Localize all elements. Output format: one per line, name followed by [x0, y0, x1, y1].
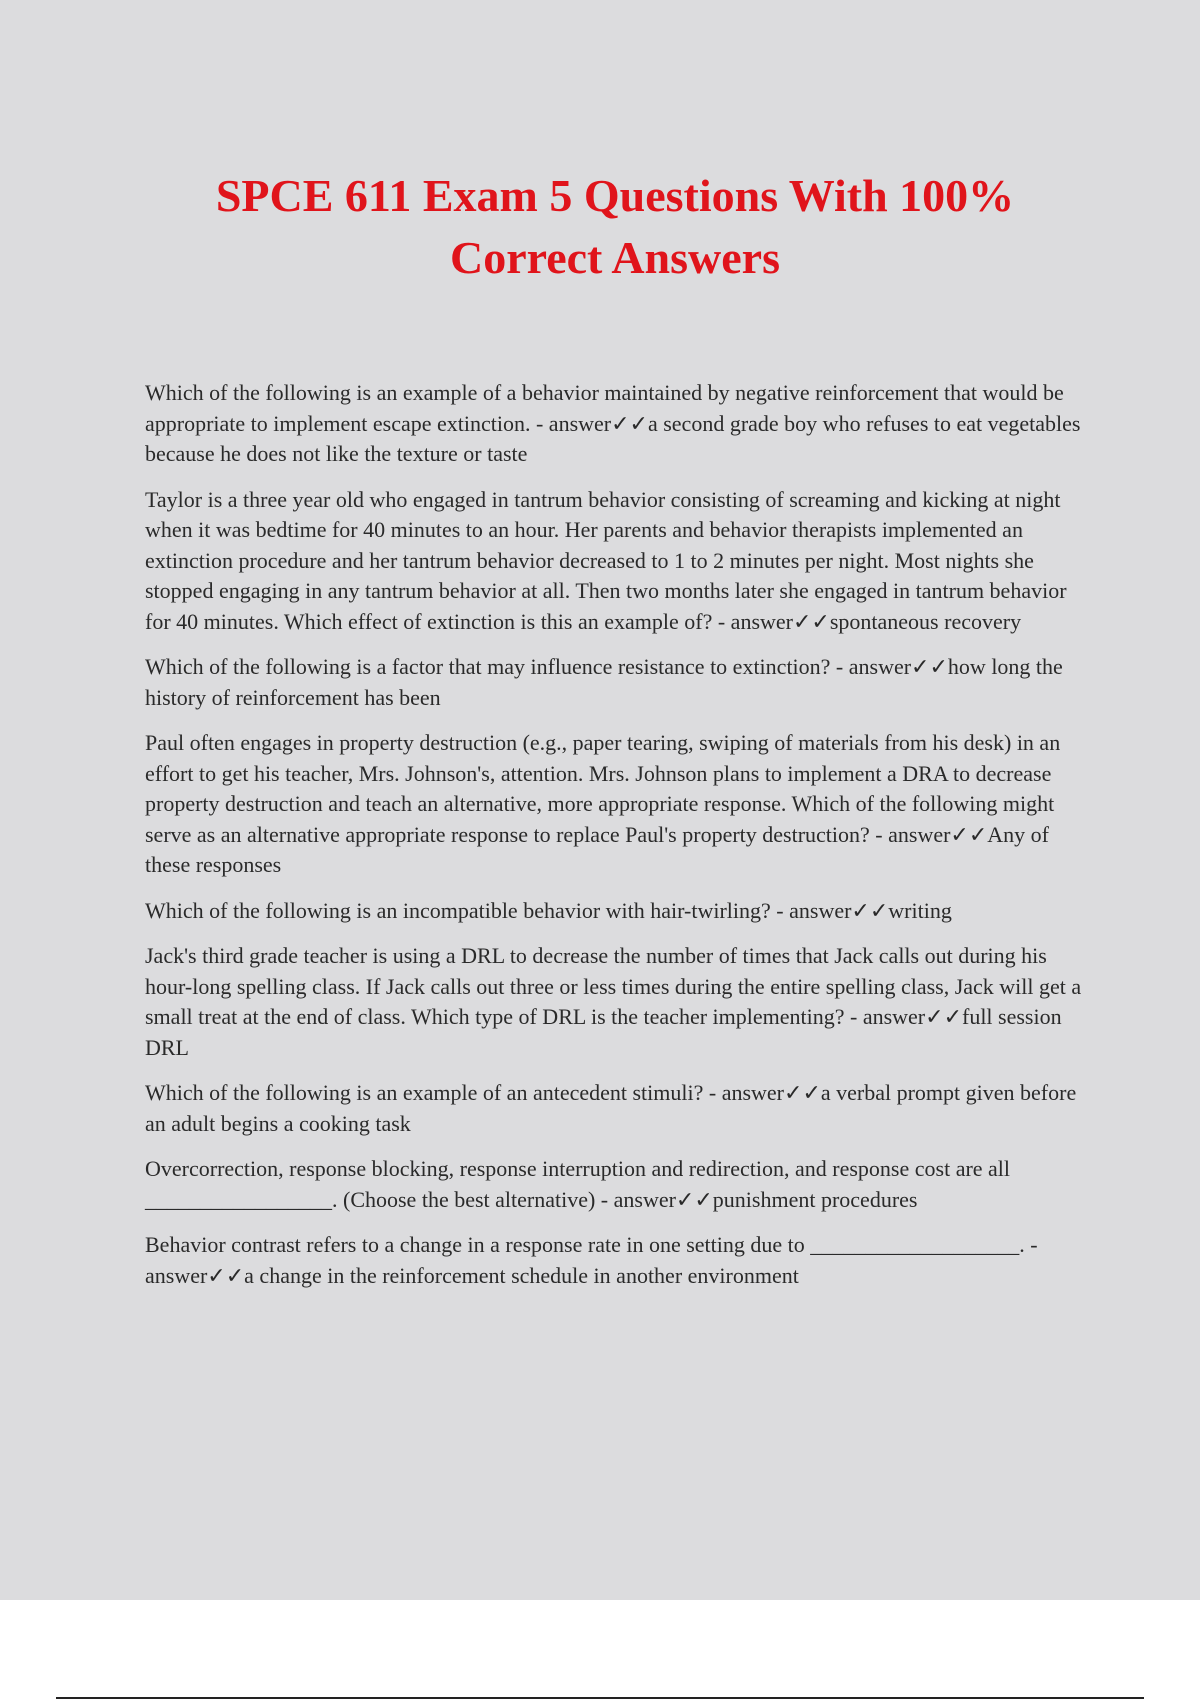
qa-item: Behavior contrast refers to a change in a response rate in one setting due to ___________________. - answer✓✓a change in the reinforcement schedule in another environment: [145, 1232, 1038, 1288]
document-title: [0, 165, 1200, 289]
qa-item: Which of the following is an incompatible behavior with hair-twirling? - answer✓✓writing: [145, 897, 952, 923]
title-line-2: Correct Answers: [450, 232, 780, 283]
qa-list: [145, 378, 1095, 1306]
qa-item: Which of the following is an example of a behavior maintained by negative reinforcement that would be appropriate to implement escape extinction. - answer✓✓a second grade boy who refuses to eat vegetables because he does not like the texture or taste: [145, 380, 1081, 466]
qa-item: Overcorrection, response blocking, response interruption and redirection, and response cost are all _________________. (Choose the best alternative) - answer✓✓punishment procedures: [145, 1156, 1011, 1212]
page-divider: [56, 1697, 1144, 1699]
qa-item: Paul often engages in property destruction (e.g., paper tearing, swiping of materials from his desk) in an effort to get his teacher, Mrs. Johnson's, attention. Mrs. Johnson plans to implement a DRA to decrease property destruction and teach an alternative, more appropriate response. Which of the following might serve as an alternative appropriate response to replace Paul's property destruction? - answer✓✓Any of these responses: [145, 730, 1061, 877]
qa-item: Jack's third grade teacher is using a DRL to decrease the number of times that Jack calls out during his hour-long spelling class. If Jack calls out three or less times during the entire spelling class, Jack will get a small treat at the end of class. Which type of DRL is the teacher implementing? - answer✓✓full session DRL: [145, 943, 1082, 1060]
qa-item: Which of the following is an example of an antecedent stimuli? - answer✓✓a verbal prompt given before an adult begins a cooking task: [145, 1080, 1077, 1136]
qa-item: Taylor is a three year old who engaged in tantrum behavior consisting of screaming and kicking at night when it was bedtime for 40 minutes to an hour. Her parents and behavior therapists implemented an extinction procedure and her tantrum behavior decreased to 1 to 2 minutes per night. Most nights she stopped engaging in any tantrum behavior at all. Then two months later she engaged in tantrum behavior for 40 minutes. Which effect of extinction is this an example of? - answer✓✓spontaneous recovery: [145, 486, 1067, 634]
qa-item: Which of the following is a factor that may influence resistance to extinction? - answer✓✓how long the history of reinforcement has been: [145, 654, 1063, 710]
title-line-1: SPCE 611 Exam 5 Questions With 100%: [215, 170, 1015, 221]
